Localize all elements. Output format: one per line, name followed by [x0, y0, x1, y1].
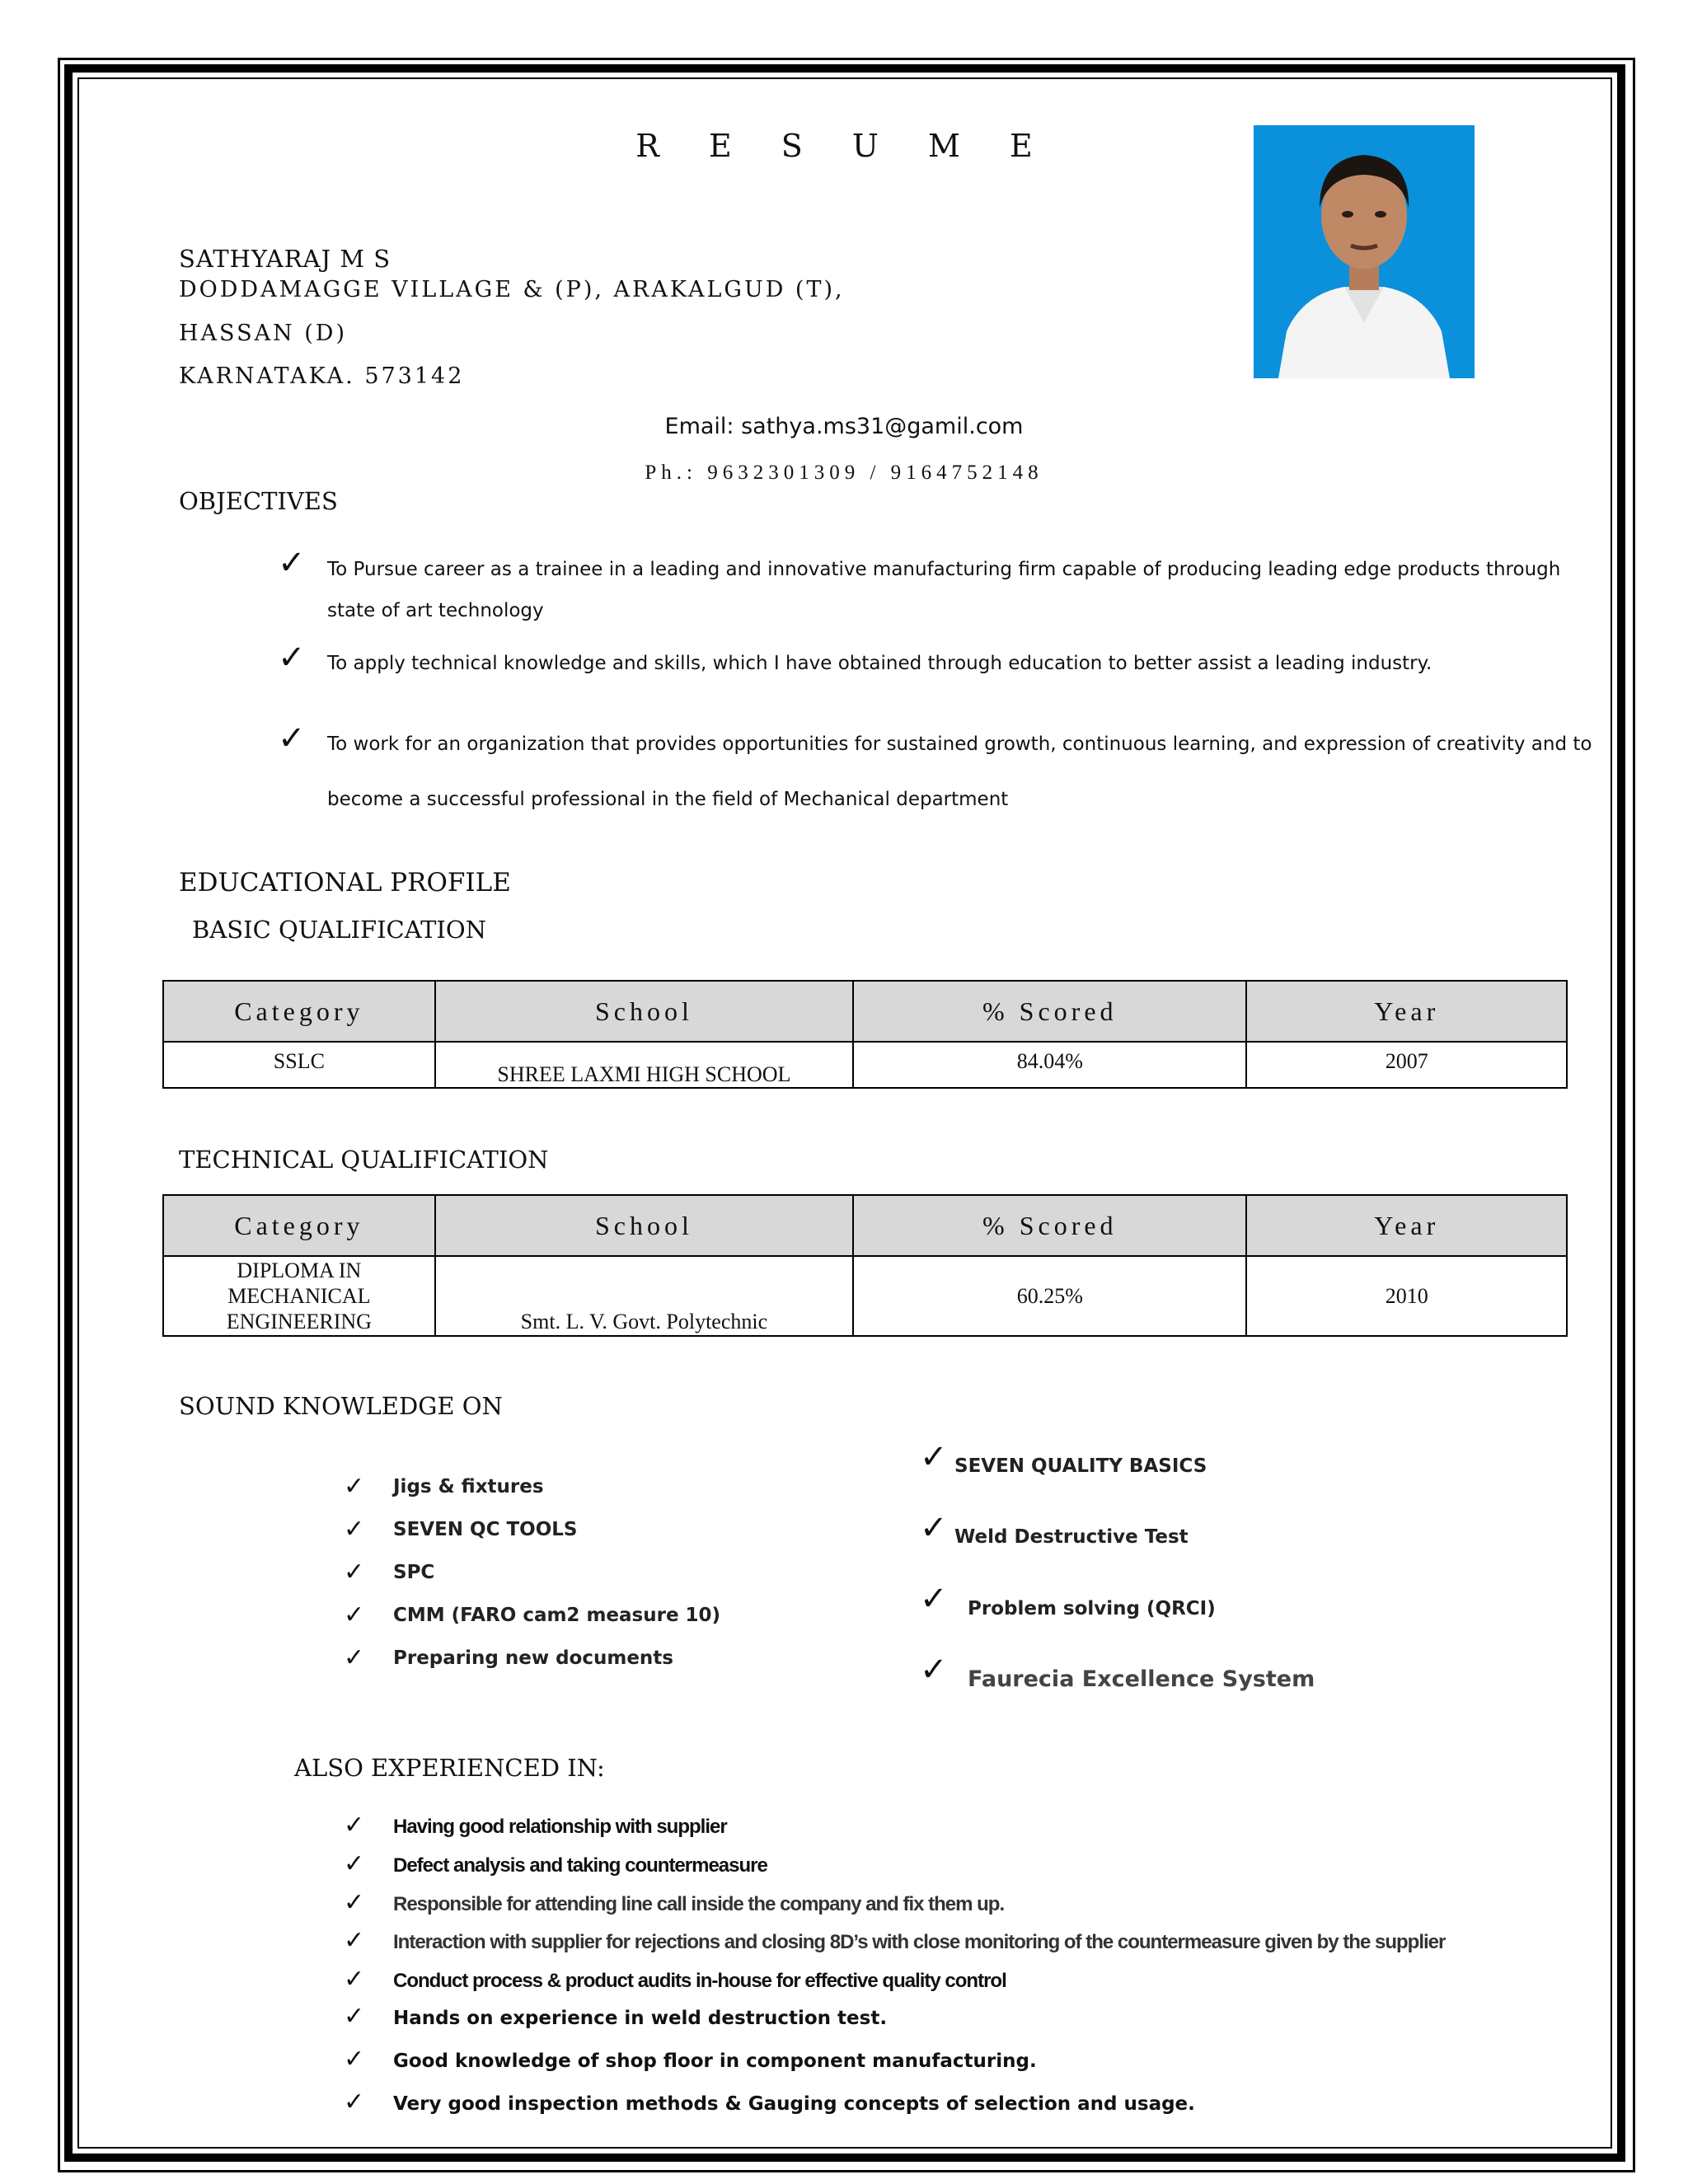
objective-line: To work for an organization that provides opportunities for sustained growth, continuous learning, and expression of creativity and to — [327, 733, 1592, 755]
check-icon: ✓ — [920, 1438, 948, 1476]
check-icon: ✓ — [278, 719, 306, 757]
address-line-3: KARNATAKA. 573142 — [179, 363, 465, 389]
skill-item: CMM (FARO cam2 measure 10) — [393, 1605, 721, 1626]
objective-line: become a successful professional in the field of Mechanical department — [327, 789, 1009, 810]
check-icon: ✓ — [344, 2088, 365, 2116]
profile-photo — [1254, 125, 1475, 378]
experience-item: Very good inspection methods & Gauging concepts of selection and usage. — [393, 2093, 1195, 2115]
column-header: Year — [1246, 1195, 1567, 1256]
skill-item: Jigs & fixtures — [393, 1476, 544, 1497]
technical-qualification-heading: TECHNICAL QUALIFICATION — [179, 1146, 549, 1174]
person-portrait-icon — [1254, 125, 1475, 378]
check-icon: ✓ — [344, 2002, 365, 2031]
basic-qualification-table — [162, 980, 1568, 1089]
address-line-2: HASSAN (D) — [179, 321, 347, 346]
skill-item: SEVEN QC TOOLS — [393, 1519, 578, 1540]
check-icon: ✓ — [344, 1926, 365, 1955]
table-header-row — [163, 1195, 1567, 1256]
table-row — [163, 1256, 1567, 1336]
basic-qualification-heading: BASIC QUALIFICATION — [192, 916, 487, 944]
skill-item: Problem solving (QRCI) — [968, 1598, 1216, 1619]
skill-item: Weld Destructive Test — [954, 1526, 1189, 1548]
table-cell: 60.25% — [853, 1256, 1246, 1336]
resume-title: R E S U M E — [635, 128, 1053, 164]
column-header: Category — [163, 1195, 435, 1256]
table-cell — [163, 1256, 435, 1336]
check-icon: ✓ — [344, 1965, 365, 1994]
skill-item: SEVEN QUALITY BASICS — [954, 1455, 1207, 1477]
table-header-row — [163, 981, 1567, 1042]
experience-item: Interaction with supplier for rejections and closing 8D’s with close monitoring of the countermeasure given by the supplier — [393, 1931, 1446, 1953]
email-text: Email: sathya.ms31@gamil.com — [664, 414, 1024, 439]
check-icon: ✓ — [920, 1580, 948, 1618]
objectives-heading: OBJECTIVES — [179, 487, 338, 515]
column-header: Year — [1246, 981, 1567, 1042]
column-header: School — [435, 981, 853, 1042]
experience-item: Hands on experience in weld destruction test. — [393, 2008, 888, 2029]
objective-line: To apply technical knowledge and skills, which I have obtained through education to better assist a leading industry. — [327, 653, 1432, 674]
column-header: % Scored — [853, 1195, 1246, 1256]
category-line: DIPLOMA IN — [237, 1258, 362, 1282]
check-icon: ✓ — [278, 544, 306, 582]
skills-heading: SOUND KNOWLEDGE ON — [179, 1392, 503, 1420]
experience-item: Having good relationship with supplier — [393, 1816, 727, 1838]
check-icon: ✓ — [344, 1515, 365, 1544]
check-icon: ✓ — [344, 1472, 365, 1501]
table-cell: 2007 — [1246, 1042, 1567, 1088]
table-cell: 84.04% — [853, 1042, 1246, 1088]
column-header: Category — [163, 981, 435, 1042]
column-header: % Scored — [853, 981, 1246, 1042]
phone-text: Ph.: 9632301309 / 9164752148 — [645, 462, 1043, 484]
experience-item: Good knowledge of shop floor in component manufacturing. — [393, 2050, 1037, 2072]
skill-item: SPC — [393, 1562, 435, 1583]
column-header: School — [435, 1195, 853, 1256]
check-icon: ✓ — [344, 1849, 365, 1878]
experience-heading: ALSO EXPERIENCED IN: — [294, 1754, 605, 1782]
table-row — [163, 1042, 1567, 1088]
experience-item: Responsible for attending line call inside the company and fix them up. — [393, 1893, 1005, 1915]
experience-item: Conduct process & product audits in-house for effective quality control — [393, 1970, 1006, 1992]
check-icon: ✓ — [344, 1558, 365, 1586]
table-cell: SHREE LAXMI HIGH SCHOOL — [435, 1042, 853, 1088]
candidate-name: SATHYARAJ M S — [179, 245, 392, 273]
technical-qualification-table — [162, 1194, 1568, 1337]
objective-line: To Pursue career as a trainee in a leading and innovative manufacturing firm capable of producing leading edge products through — [327, 559, 1561, 580]
skill-item: Faurecia Excellence System — [968, 1666, 1315, 1692]
check-icon: ✓ — [344, 1888, 365, 1917]
check-icon: ✓ — [344, 1643, 365, 1672]
table-cell: 2010 — [1246, 1256, 1567, 1336]
check-icon: ✓ — [344, 2045, 365, 2074]
category-line: MECHANICAL — [227, 1284, 371, 1308]
check-icon: ✓ — [920, 1509, 948, 1547]
category-line: ENGINEERING — [226, 1310, 372, 1333]
check-icon: ✓ — [278, 639, 306, 677]
experience-item: Defect analysis and taking countermeasure — [393, 1854, 767, 1877]
check-icon: ✓ — [920, 1651, 948, 1689]
table-cell: Smt. L. V. Govt. Polytechnic — [435, 1256, 853, 1336]
address-line-1: DODDAMAGGE VILLAGE & (P), ARAKALGUD (T), — [179, 277, 845, 302]
table-cell: SSLC — [163, 1042, 435, 1088]
education-heading: EDUCATIONAL PROFILE — [179, 868, 511, 898]
skill-item: Preparing new documents — [393, 1647, 673, 1669]
check-icon: ✓ — [344, 1811, 365, 1840]
check-icon: ✓ — [344, 1601, 365, 1629]
objective-line: state of art technology — [327, 600, 544, 621]
